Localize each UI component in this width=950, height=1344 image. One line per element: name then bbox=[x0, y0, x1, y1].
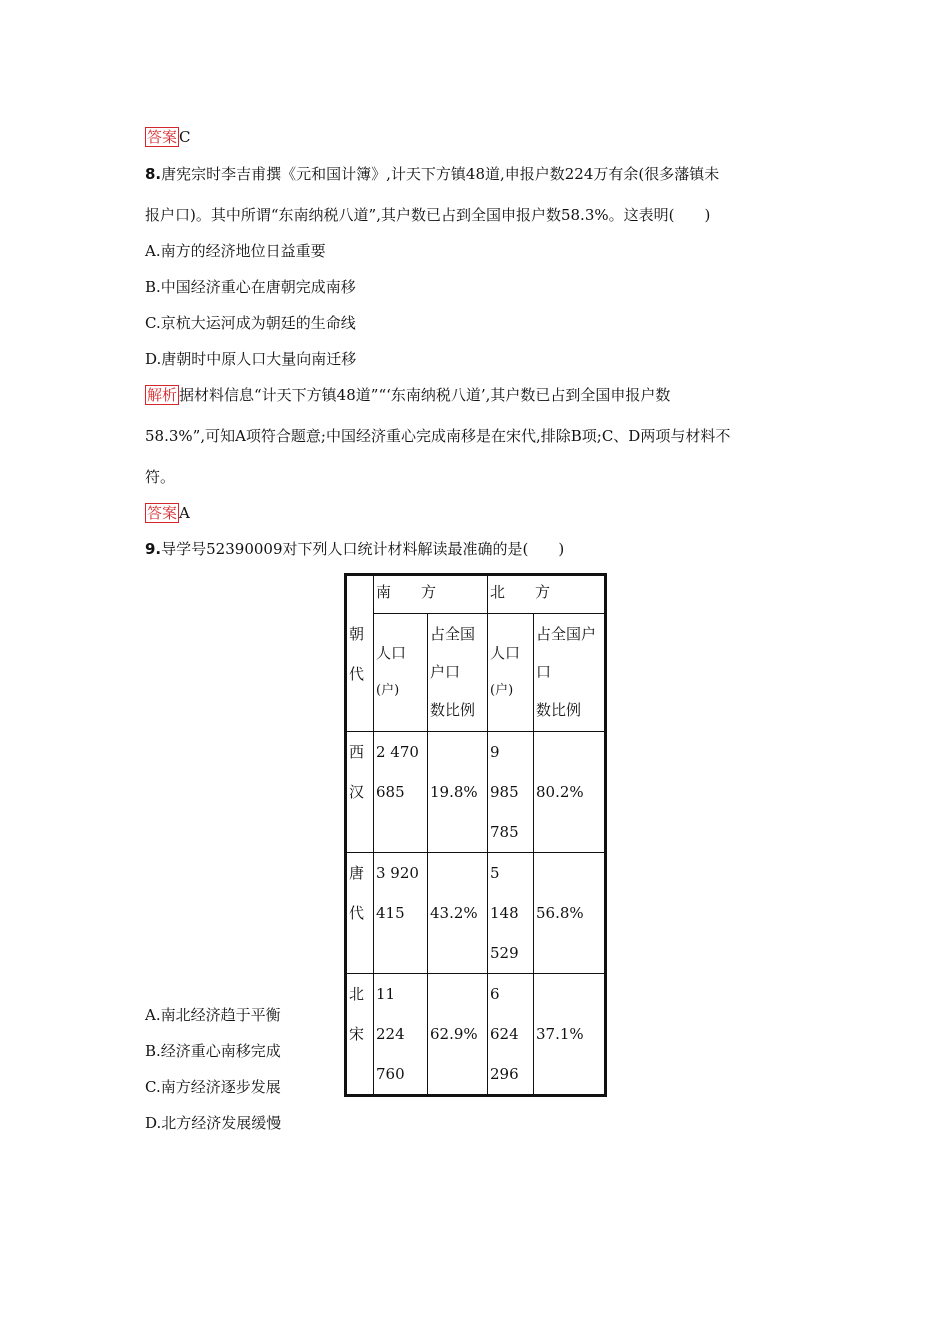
pop-part: 3 920 bbox=[376, 864, 419, 882]
pop-part: 9 985 bbox=[490, 743, 519, 801]
pop-label: 人口 bbox=[490, 644, 521, 663]
share-label-part: 户口 bbox=[430, 663, 461, 682]
pop-part: 11 224 bbox=[376, 985, 405, 1043]
pop-part: 529 bbox=[490, 944, 519, 962]
dynasty-cell bbox=[346, 732, 374, 853]
table-subheader-row bbox=[346, 613, 606, 731]
answer-tag: 答案 bbox=[147, 504, 178, 522]
answer-value: A bbox=[179, 504, 190, 522]
pop-part: 296 bbox=[490, 1065, 519, 1083]
south-pop-cell bbox=[374, 853, 428, 974]
question-8-stem-line-1 bbox=[145, 163, 719, 185]
analysis-line-1 bbox=[145, 384, 670, 406]
question-stem-text: 导学号52390009对下列人口统计材料解读最准确的是( ) bbox=[161, 540, 565, 558]
answer-tag: 答案 bbox=[147, 128, 178, 146]
analysis-line-2: 58.3%”,可知A项符合题意;中国经济重心完成南移是在宋代,排除B项;C、D两项与材料不 bbox=[145, 427, 731, 445]
north-pct-cell: 80.2% bbox=[534, 732, 606, 853]
dynasty-char: 宋 bbox=[349, 1025, 365, 1043]
question-number: 9. bbox=[145, 540, 162, 558]
south-pct-cell: 19.8% bbox=[428, 732, 488, 853]
north-share-header bbox=[534, 613, 606, 731]
south-pct-cell: 62.9% bbox=[428, 974, 488, 1096]
option-a[interactable]: A.南方的经济地位日益重要 bbox=[145, 242, 326, 260]
header-char: 代 bbox=[349, 664, 365, 683]
option-d[interactable]: D.北方经济发展缓慢 bbox=[145, 1114, 282, 1132]
share-label-part: 数比例 bbox=[536, 701, 582, 720]
dynasty-char: 西 bbox=[349, 743, 365, 761]
pop-part: 785 bbox=[490, 823, 519, 841]
share-label-part: 占全国 bbox=[430, 625, 476, 644]
analysis-line-3: 符。 bbox=[145, 468, 176, 486]
pop-unit: (户) bbox=[490, 683, 514, 699]
table-row bbox=[346, 853, 606, 974]
question-stem-text: 唐宪宗时李吉甫撰《元和国计簿》,计天下方镇48道,申报户数224万有余(很多藩镇未 bbox=[161, 165, 720, 183]
north-pop-cell bbox=[488, 853, 534, 974]
dynasty-char: 北 bbox=[349, 985, 365, 1003]
south-share-header bbox=[428, 613, 488, 731]
question-number: 8. bbox=[145, 165, 162, 183]
analysis-tag: 解析 bbox=[147, 386, 178, 404]
answer-line-q7 bbox=[145, 126, 191, 148]
option-b[interactable]: B.中国经济重心在唐朝完成南移 bbox=[145, 278, 356, 296]
south-pop-cell bbox=[374, 732, 428, 853]
table-header-row bbox=[346, 575, 606, 614]
analysis-text: 据材料信息“计天下方镇48道”“‘东南纳税八道’,其户数已占到全国申报户数 bbox=[179, 386, 671, 404]
option-a[interactable]: A.南北经济趋于平衡 bbox=[145, 1006, 281, 1024]
north-pop-cell bbox=[488, 974, 534, 1096]
table-row bbox=[346, 732, 606, 853]
north-header: 北 方 bbox=[488, 575, 606, 614]
option-b[interactable]: B.经济重心南移完成 bbox=[145, 1042, 281, 1060]
answer-value: C bbox=[179, 128, 191, 146]
north-pct-cell: 56.8% bbox=[534, 853, 606, 974]
pop-part: 2 470 bbox=[376, 743, 419, 761]
pop-part: 415 bbox=[376, 904, 405, 922]
north-pop-cell bbox=[488, 732, 534, 853]
pop-part: 685 bbox=[376, 783, 405, 801]
question-8-stem-line-2: 报户口)。其中所谓“东南纳税八道”,其户数已占到全国申报户数58.3%。这表明( ) bbox=[145, 206, 711, 224]
pop-part: 5 148 bbox=[490, 864, 519, 922]
share-label-part: 占全国户 bbox=[536, 625, 597, 644]
south-pct-cell: 43.2% bbox=[428, 853, 488, 974]
south-pop-cell bbox=[374, 974, 428, 1096]
dynasty-char: 代 bbox=[349, 904, 365, 922]
population-table bbox=[344, 573, 607, 1097]
answer-line-q8 bbox=[145, 502, 190, 524]
table-row bbox=[346, 974, 606, 1096]
north-pop-header bbox=[488, 613, 534, 731]
south-pop-header bbox=[374, 613, 428, 731]
share-label-part: 数比例 bbox=[430, 701, 476, 720]
dynasty-cell bbox=[346, 974, 374, 1096]
option-c[interactable]: C.京杭大运河成为朝廷的生命线 bbox=[145, 314, 356, 332]
dynasty-cell bbox=[346, 853, 374, 974]
south-header: 南 方 bbox=[374, 575, 488, 614]
question-9-stem bbox=[145, 538, 564, 560]
pop-label: 人口 bbox=[376, 644, 407, 663]
pop-unit: (户) bbox=[376, 683, 400, 699]
header-char: 朝 bbox=[349, 624, 365, 643]
share-label-part: 口 bbox=[536, 663, 552, 682]
option-d[interactable]: D.唐朝时中原人口大量向南迁移 bbox=[145, 350, 357, 368]
dynasty-char: 唐 bbox=[349, 864, 365, 882]
pop-part: 6 624 bbox=[490, 985, 519, 1043]
dynasty-char: 汉 bbox=[349, 783, 365, 801]
option-c[interactable]: C.南方经济逐步发展 bbox=[145, 1078, 281, 1096]
north-pct-cell: 37.1% bbox=[534, 974, 606, 1096]
pop-part: 760 bbox=[376, 1065, 405, 1083]
dynasty-header-cell bbox=[346, 575, 374, 732]
